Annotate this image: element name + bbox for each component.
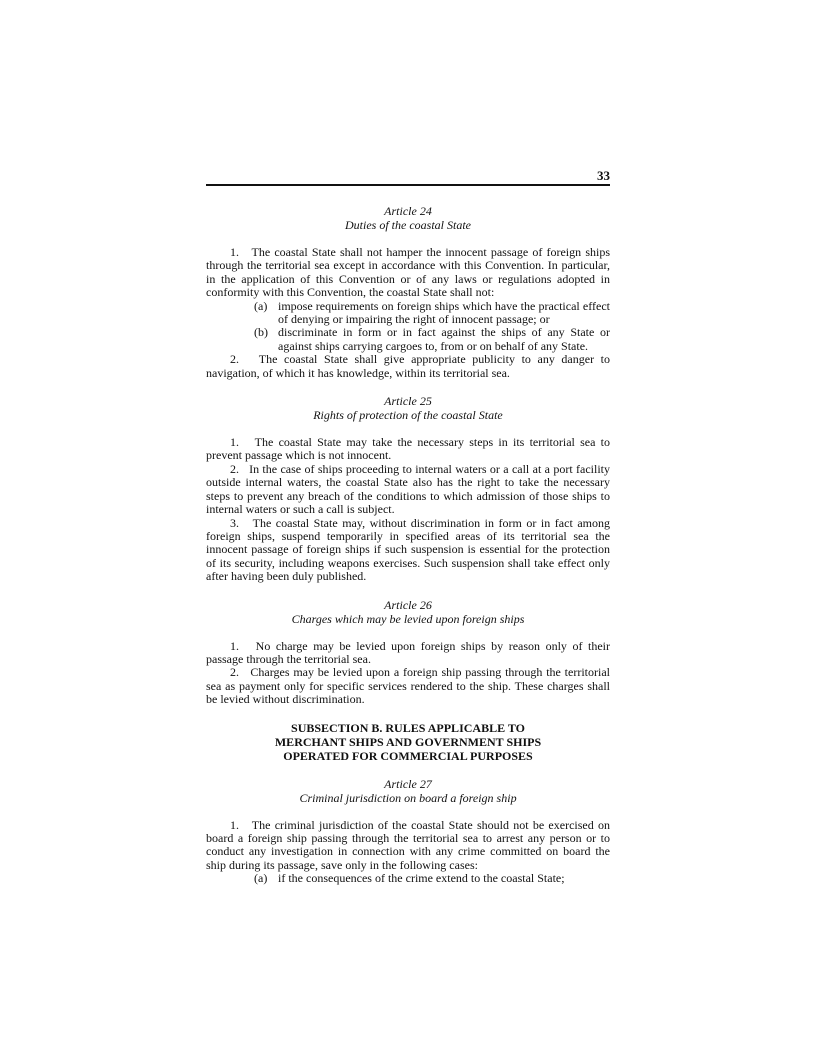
item-label: (a) xyxy=(254,298,268,313)
article-24 xyxy=(206,204,610,380)
article-title: Article 24 xyxy=(384,204,432,218)
document-page xyxy=(206,168,610,900)
article-25 xyxy=(206,394,610,583)
subsection-line: SUBSECTION B. RULES APPLICABLE TO xyxy=(291,720,525,735)
item-label: (b) xyxy=(254,325,268,340)
paragraph: 2. Charges may be levied upon a foreign ship passing through the territorial sea as payment only for specific services rendered to the ship. These charges shall be levied without discrimination. xyxy=(206,665,610,707)
paragraph: 3. The coastal State may, without discrimination in form or in fact among foreign ships, suspend temporarily in specified areas of its territorial sea the innocent passage of foreign ships if such suspension is essential for the protection of its security, including weapons exercises. Such suspension shall take effect only after having been duly published. xyxy=(206,515,610,584)
paragraph: 2. In the case of ships proceeding to internal waters or a call at a port facility outside internal waters, the coastal State also has the right to take the necessary steps to prevent any breach of the conditions to which admission of those ships to internal waters or such a call is subject. xyxy=(206,461,610,517)
header-rule xyxy=(206,184,610,186)
article-title: Article 27 xyxy=(384,776,432,791)
list-item xyxy=(206,300,610,327)
paragraph: 1. The criminal jurisdiction of the coastal State should not be exercised on board a foreign ship passing through the territorial sea to arrest any person or to conduct any investigation in connection with any crime committed on board the ship during its passage, save only in the following cases: xyxy=(206,817,610,872)
paragraph: 2. The coastal State shall give appropriate publicity to any danger to navigation, of which it has knowledge, within its territorial sea. xyxy=(206,352,610,380)
article-title: Article 25 xyxy=(384,394,432,409)
item-text: impose requirements on foreign ships which have the practical effect of denying or impairing the right of innocent passage; or xyxy=(278,298,610,327)
page-number: 33 xyxy=(597,168,610,183)
article-title: Article 26 xyxy=(384,597,432,612)
subsection-line: MERCHANT SHIPS AND GOVERNMENT SHIPS xyxy=(274,734,542,749)
item-text: if the consequences of the crime extend to the coastal State; xyxy=(278,871,565,886)
item-label: (a) xyxy=(254,871,268,886)
article-subtitle: Rights of protection of the coastal State xyxy=(313,408,503,423)
article-subtitle: Charges which may be levied upon foreign ships xyxy=(291,611,525,626)
subsection-heading xyxy=(206,721,610,763)
paragraph: 1. No charge may be levied upon foreign ships by reason only of their passage through the territorial sea. xyxy=(206,638,610,666)
article-26 xyxy=(206,598,610,707)
paragraph: 1. The coastal State may take the necessary steps in its territorial sea to prevent passage which is not innocent. xyxy=(206,435,610,463)
item-text: discriminate in form or in fact against the ships of any State or against ships carrying cargoes to, from or on behalf of any State. xyxy=(278,325,610,353)
list-item xyxy=(206,872,610,885)
paragraph: 1. The coastal State shall not hamper the innocent passage of foreign ships through the territorial sea except in accordance with this Convention. In particular, in the application of this Convention or of any laws or regulations adopted in conformity with this Convention, the coastal State shall not: xyxy=(206,245,610,300)
list-item xyxy=(206,326,610,353)
article-subtitle: Criminal jurisdiction on board a foreign ship xyxy=(299,790,517,805)
subsection-line: OPERATED FOR COMMERCIAL PURPOSES xyxy=(283,748,533,763)
article-27 xyxy=(206,777,610,886)
article-subtitle: Duties of the coastal State xyxy=(345,218,471,232)
